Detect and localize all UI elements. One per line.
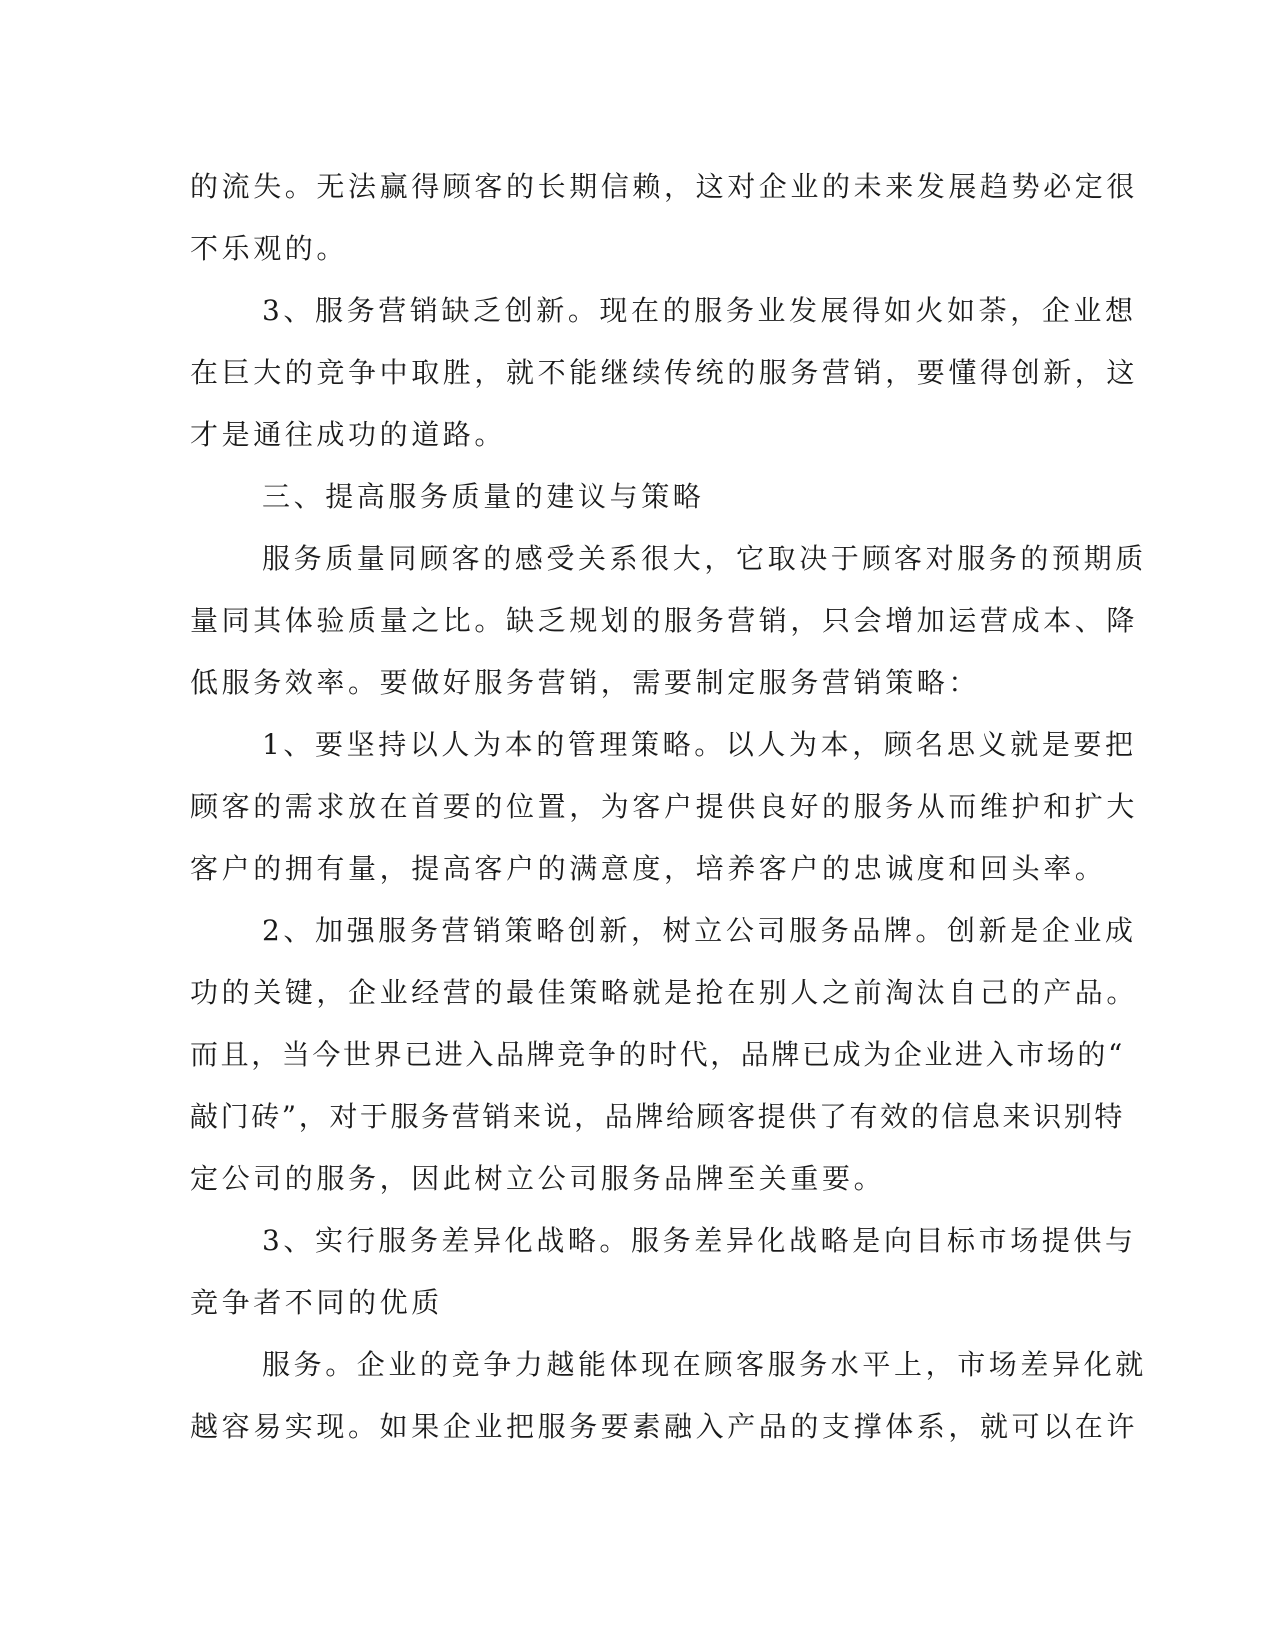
text-line: 功的关键，企业经营的最佳策略就是抢在别人之前淘汰自己的产品。: [190, 976, 1139, 1009]
paragraph-start-line: 1、要坚持以人为本的管理策略。以人为本，顾名思义就是要把: [262, 728, 1137, 761]
text-line: 客户的拥有量，提高客户的满意度，培养客户的忠诚度和回头率。: [190, 852, 1107, 885]
text-line: 的流失。无法赢得顾客的长期信赖，这对企业的未来发展趋势必定很: [190, 170, 1139, 203]
text-line: 而且，当今世界已进入品牌竞争的时代，品牌已成为企业进入市场的“: [190, 1038, 1125, 1071]
text-line: 越容易实现。如果企业把服务要素融入产品的支撑体系，就可以在许: [190, 1410, 1139, 1443]
text-line: 不乐观的。: [190, 232, 349, 265]
paragraph-start-line: 3、实行服务差异化战略。服务差异化战略是向目标市场提供与: [262, 1224, 1137, 1257]
text-line: 低服务效率。要做好服务营销，需要制定服务营销策略：: [190, 666, 981, 699]
section-heading: 三、提高服务质量的建议与策略: [262, 480, 705, 513]
text-line: 顾客的需求放在首要的位置，为客户提供良好的服务从而维护和扩大: [190, 790, 1139, 823]
document-body: [190, 156, 1147, 1458]
paragraph-start-line: 2、加强服务营销策略创新，树立公司服务品牌。创新是企业成: [262, 914, 1137, 947]
text-line: 在巨大的竞争中取胜，就不能继续传统的服务营销，要懂得创新，这: [190, 356, 1139, 389]
text-line: 才是通往成功的道路。: [190, 418, 507, 451]
text-line: 定公司的服务，因此树立公司服务品牌至关重要。: [190, 1162, 886, 1195]
text-line: 竞争者不同的优质: [190, 1286, 443, 1319]
text-line: 敲门砖”，对于服务营销来说，品牌给顾客提供了有效的信息来识别特: [190, 1100, 1125, 1133]
paragraph-start-line: 服务质量同顾客的感受关系很大，它取决于顾客对服务的预期质: [262, 542, 1147, 575]
paragraph-start-line: 服务。企业的竞争力越能体现在顾客服务水平上，市场差异化就: [262, 1348, 1147, 1381]
text-line: 量同其体验质量之比。缺乏规划的服务营销，只会增加运营成本、降: [190, 604, 1139, 637]
paragraph-start-line: 3、服务营销缺乏创新。现在的服务业发展得如火如荼，企业想: [262, 294, 1137, 327]
